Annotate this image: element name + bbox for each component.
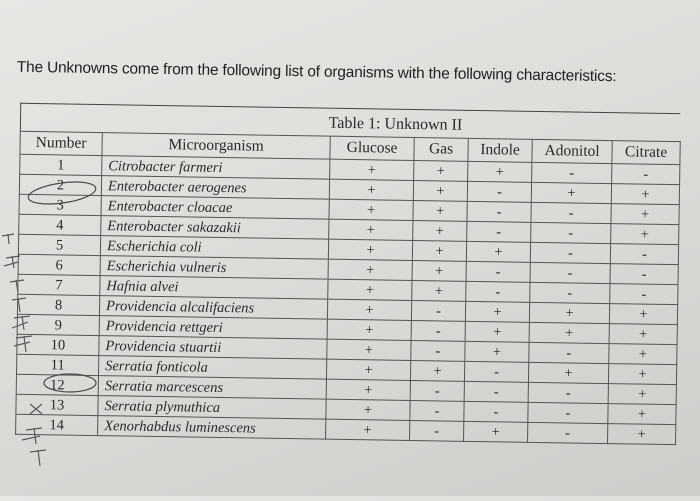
cell-gas: + bbox=[413, 180, 467, 201]
cell-indole: - bbox=[467, 201, 531, 222]
cell-organism: Serratia marcescens bbox=[98, 376, 326, 400]
cell-glucose: + bbox=[327, 299, 411, 320]
cell-gas: + bbox=[413, 200, 467, 221]
cell-indole: + bbox=[464, 421, 528, 442]
organism-table bbox=[15, 131, 681, 445]
cell-adonitol: - bbox=[528, 402, 608, 423]
cell-indole: - bbox=[466, 261, 530, 282]
cell-glucose: + bbox=[327, 339, 411, 360]
cell-adonitol: - bbox=[530, 242, 610, 263]
cell-citrate: + bbox=[611, 224, 679, 245]
cell-number: 1 bbox=[20, 154, 102, 175]
cell-adonitol: - bbox=[530, 282, 610, 303]
cell-indole: + bbox=[465, 301, 529, 322]
cell-adonitol: - bbox=[532, 162, 612, 183]
column-header: Glucose bbox=[330, 136, 414, 160]
cell-glucose: + bbox=[326, 419, 410, 440]
cell-number: 7 bbox=[18, 274, 100, 295]
cell-adonitol: - bbox=[530, 262, 610, 283]
cell-indole: + bbox=[466, 241, 530, 262]
cell-adonitol: + bbox=[529, 302, 609, 323]
cell-glucose: + bbox=[326, 399, 410, 420]
cell-gas: - bbox=[411, 340, 465, 361]
cell-citrate: - bbox=[612, 164, 680, 185]
cell-citrate: - bbox=[610, 264, 678, 285]
cell-adonitol: - bbox=[529, 342, 609, 363]
cell-indole: - bbox=[464, 401, 528, 422]
cell-glucose: + bbox=[330, 159, 414, 180]
cell-number: 11 bbox=[17, 354, 99, 375]
cell-indole: - bbox=[464, 361, 528, 382]
table-body bbox=[16, 154, 680, 444]
cell-citrate: + bbox=[608, 384, 676, 405]
cell-adonitol: + bbox=[531, 182, 611, 203]
cell-citrate: - bbox=[610, 284, 678, 305]
cell-organism: Providencia alcalifaciens bbox=[99, 296, 327, 320]
cell-organism: Serratia plymuthica bbox=[98, 396, 326, 420]
cell-organism: Escherichia coli bbox=[100, 236, 328, 260]
cell-adonitol: - bbox=[528, 422, 608, 443]
column-header: Microorganism bbox=[102, 133, 330, 160]
cell-gas: + bbox=[413, 220, 467, 241]
cell-adonitol: + bbox=[529, 322, 609, 343]
cell-citrate: + bbox=[611, 184, 679, 205]
cell-organism: Enterobacter cloacae bbox=[101, 196, 329, 220]
cell-organism: Providencia rettgeri bbox=[99, 316, 327, 340]
cell-number: 8 bbox=[17, 294, 99, 315]
cell-number: 5 bbox=[18, 234, 100, 255]
cell-organism: Serratia fonticola bbox=[98, 356, 326, 380]
cell-citrate: + bbox=[609, 324, 677, 345]
cell-gas: - bbox=[410, 400, 464, 421]
cell-adonitol: - bbox=[531, 202, 611, 223]
cell-organism: Citrobacter farmeri bbox=[102, 156, 330, 180]
cell-indole: - bbox=[466, 281, 530, 302]
cell-gas: + bbox=[412, 240, 466, 261]
cell-gas: - bbox=[410, 380, 464, 401]
organism-table-container bbox=[15, 103, 680, 445]
cell-number: 2 bbox=[19, 174, 101, 195]
cell-gas: + bbox=[412, 260, 466, 281]
cell-citrate: + bbox=[609, 304, 677, 325]
cell-glucose: + bbox=[329, 179, 413, 200]
cell-citrate: + bbox=[611, 204, 679, 225]
column-header: Gas bbox=[414, 137, 468, 161]
cell-indole: + bbox=[465, 341, 529, 362]
cell-citrate: + bbox=[609, 344, 677, 365]
cell-glucose: + bbox=[328, 279, 412, 300]
column-header: Citrate bbox=[612, 141, 680, 165]
cell-organism: Enterobacter sakazakii bbox=[101, 216, 329, 240]
cell-organism: Providencia stuartii bbox=[99, 336, 327, 360]
cell-organism: Xenorhabdus luminescens bbox=[98, 416, 326, 440]
cell-indole: + bbox=[468, 161, 532, 182]
cell-gas: + bbox=[410, 360, 464, 381]
cell-adonitol: - bbox=[531, 222, 611, 243]
cell-indole: - bbox=[467, 221, 531, 242]
cell-glucose: + bbox=[328, 259, 412, 280]
cell-glucose: + bbox=[326, 379, 410, 400]
cell-number: 13 bbox=[16, 394, 98, 415]
cell-glucose: + bbox=[327, 319, 411, 340]
cell-citrate: + bbox=[607, 424, 675, 445]
cell-gas: - bbox=[410, 420, 464, 441]
cell-citrate: - bbox=[610, 244, 678, 265]
cell-glucose: + bbox=[326, 359, 410, 380]
cell-number: 3 bbox=[19, 194, 101, 215]
cell-glucose: + bbox=[329, 219, 413, 240]
page-heading: The Unknowns come from the following list of organisms with the following characteristics: bbox=[16, 58, 617, 86]
cell-gas: - bbox=[411, 300, 465, 321]
cell-number: 6 bbox=[18, 254, 100, 275]
cell-gas: + bbox=[412, 280, 466, 301]
cell-organism: Escherichia vulneris bbox=[100, 256, 328, 280]
cell-organism: Hafnia alvei bbox=[100, 276, 328, 300]
cell-glucose: + bbox=[328, 239, 412, 260]
cell-number: 14 bbox=[16, 414, 98, 435]
cell-number: 9 bbox=[17, 314, 99, 335]
cell-indole: - bbox=[467, 181, 531, 202]
cell-citrate: + bbox=[608, 364, 676, 385]
cell-citrate: + bbox=[608, 404, 676, 425]
column-header: Number bbox=[20, 131, 102, 155]
cell-indole: - bbox=[464, 381, 528, 402]
column-header: Indole bbox=[468, 138, 532, 162]
cell-glucose: + bbox=[329, 199, 413, 220]
cell-number: 10 bbox=[17, 334, 99, 355]
table-title: Table 1: Unknown II bbox=[20, 103, 680, 141]
cell-adonitol: - bbox=[528, 382, 608, 403]
cell-adonitol: + bbox=[528, 362, 608, 383]
cell-number: 12 bbox=[16, 374, 98, 395]
cell-gas: - bbox=[411, 320, 465, 341]
column-header: Adonitol bbox=[532, 139, 612, 163]
cell-gas: + bbox=[414, 160, 468, 181]
cell-number: 4 bbox=[19, 214, 101, 235]
cell-indole: + bbox=[465, 321, 529, 342]
cell-organism: Enterobacter aerogenes bbox=[101, 176, 329, 200]
